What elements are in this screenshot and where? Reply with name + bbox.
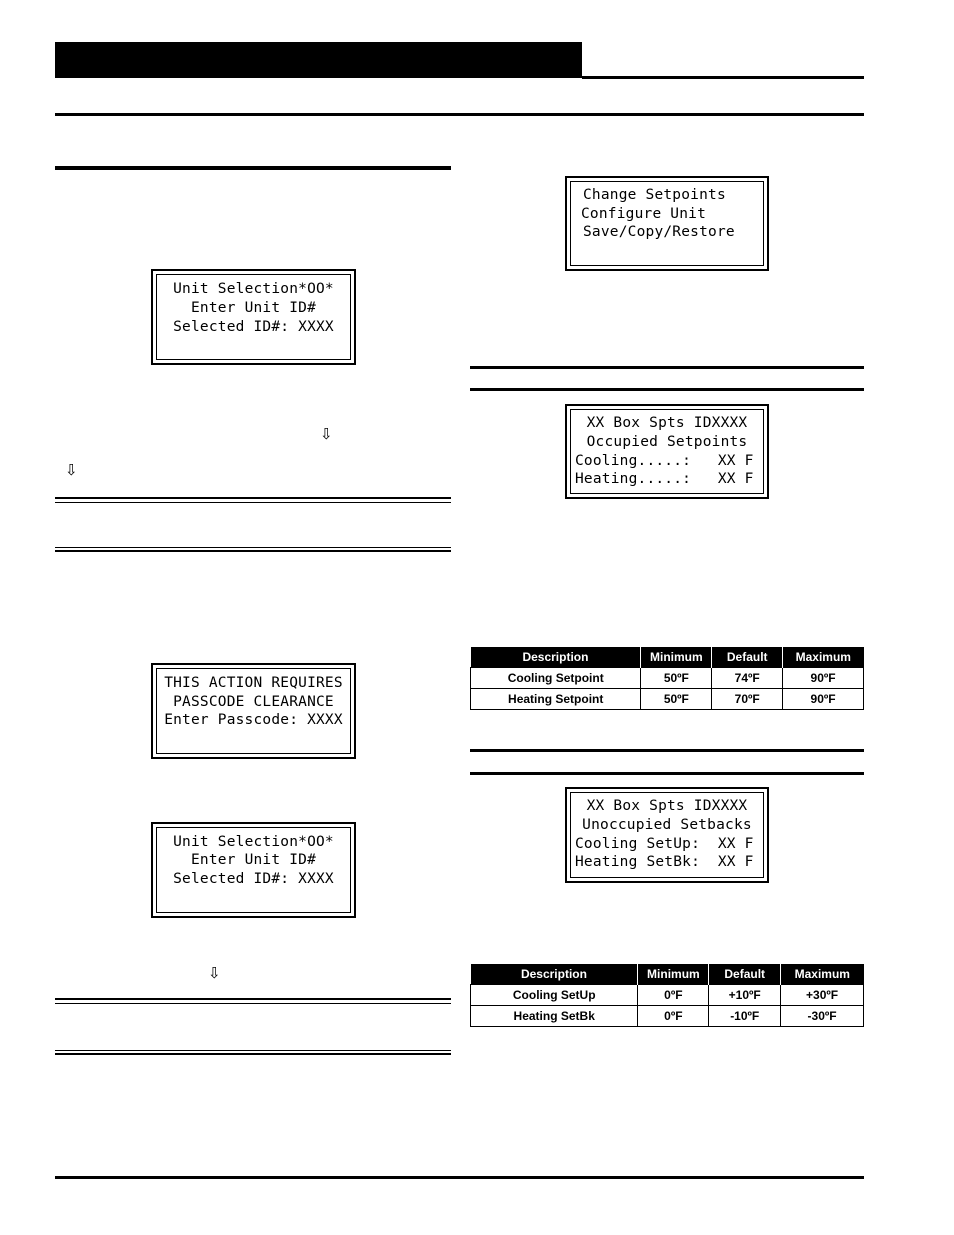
header-bar — [55, 42, 582, 78]
table-row — [471, 985, 864, 1006]
lcd-occupied-setpoints — [565, 404, 769, 499]
table-row — [471, 668, 864, 689]
column-header: Maximum — [781, 964, 864, 985]
table-cell: Cooling SetUp — [471, 985, 638, 1006]
note-rule-bottom — [55, 1053, 451, 1055]
column-header: Description — [471, 964, 638, 985]
column-header: Default — [709, 964, 781, 985]
lcd-line: Unit Selection*OO* — [173, 281, 334, 297]
lcd-unoccupied-setbacks — [565, 787, 769, 883]
note-rule-bottom — [55, 550, 451, 552]
lcd-line: Cooling.....: XX F — [575, 453, 754, 469]
lcd-line: Configure Unit — [581, 206, 707, 222]
table-cell: -10ºF — [709, 1006, 781, 1027]
lcd-passcode — [151, 663, 356, 759]
table-cell: Heating SetBk — [471, 1006, 638, 1027]
table-cell: 50ºF — [641, 668, 712, 689]
lcd-line: THIS ACTION REQUIRES — [164, 675, 343, 691]
table-row — [471, 689, 864, 710]
lcd-line: Enter Passcode: XXXX — [164, 712, 343, 728]
section-rule-left-1 — [55, 166, 451, 170]
column-header: Minimum — [638, 964, 709, 985]
unoccupied-setbacks-table — [470, 964, 864, 1027]
table-cell: 50ºF — [641, 689, 712, 710]
section-rule-right-3 — [470, 749, 864, 752]
column-header: Maximum — [783, 647, 864, 668]
column-header: Description — [471, 647, 641, 668]
table-cell: +10ºF — [709, 985, 781, 1006]
table-cell: +30ºF — [781, 985, 864, 1006]
lcd-line: XX Box Spts IDXXXX — [586, 415, 748, 431]
table-row — [471, 1006, 864, 1027]
section-rule-right-4 — [470, 772, 864, 775]
lcd-line: XX Box Spts IDXXXX — [586, 798, 748, 814]
note-rule-top — [55, 497, 451, 499]
section-rule-right-1 — [470, 366, 864, 369]
lcd-line: Save/Copy/Restore — [583, 224, 735, 240]
table-cell: 74ºF — [712, 668, 783, 689]
lcd-line: Unit Selection*OO* — [173, 834, 334, 850]
note-rule-top-thin — [55, 502, 451, 503]
table-header-row — [471, 964, 864, 985]
down-arrow-icon: ⇩ — [65, 461, 78, 479]
table-cell: 70ºF — [712, 689, 783, 710]
column-header: Minimum — [641, 647, 712, 668]
occupied-setpoints-table — [470, 647, 864, 710]
lcd-line: Heating.....: XX F — [575, 471, 754, 487]
table-cell: 90ºF — [783, 689, 864, 710]
table-cell: -30ºF — [781, 1006, 864, 1027]
table-cell: 0ºF — [638, 1006, 709, 1027]
lcd-line: Selected ID#: XXXX — [173, 319, 334, 335]
lcd-main-menu — [565, 176, 769, 271]
section-rule-right-2 — [470, 388, 864, 391]
lcd-line: Change Setpoints — [583, 187, 726, 203]
lcd-line: Unoccupied Setbacks — [582, 817, 752, 833]
top-divider — [55, 113, 864, 116]
table-cell: Cooling Setpoint — [471, 668, 641, 689]
lcd-line: Enter Unit ID# — [190, 852, 317, 868]
lcd-line: PASSCODE CLEARANCE — [173, 694, 334, 710]
note-rule-top-thin — [55, 1003, 451, 1004]
table-cell: 90ºF — [783, 668, 864, 689]
table-cell: Heating Setpoint — [471, 689, 641, 710]
note-rule-bottom-thin — [55, 547, 451, 548]
note-rule-bottom-thin — [55, 1050, 451, 1051]
down-arrow-icon: ⇩ — [320, 425, 333, 443]
lcd-line: Heating SetBk: XX F — [575, 854, 754, 870]
lcd-line: Enter Unit ID# — [190, 300, 317, 316]
lcd-line: Occupied Setpoints — [586, 434, 748, 450]
table-cell: 0ºF — [638, 985, 709, 1006]
footer-rule — [55, 1176, 864, 1179]
table-header-row — [471, 647, 864, 668]
column-header: Default — [712, 647, 783, 668]
lcd-unit-selection-2 — [151, 822, 356, 918]
lcd-line: Cooling SetUp: XX F — [575, 836, 754, 852]
lcd-unit-selection-1 — [151, 269, 356, 365]
down-arrow-icon: ⇩ — [208, 964, 221, 982]
lcd-line: Selected ID#: XXXX — [173, 871, 334, 887]
header-rule — [582, 76, 864, 79]
note-rule-top — [55, 998, 451, 1000]
